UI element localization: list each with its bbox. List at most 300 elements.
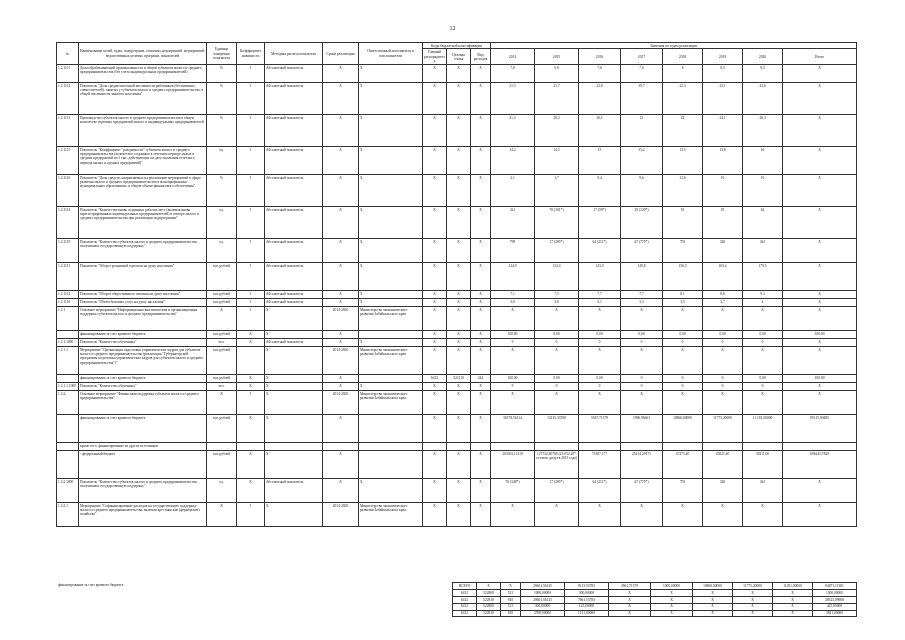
row-name: кроме того, финансирование из других источников (79, 443, 207, 451)
row-year-value: 8,1 (663, 291, 703, 299)
footer-cell: X (733, 603, 773, 610)
footer-cell: 1121,00000 (565, 610, 609, 617)
row-year-value: 165,4 (703, 263, 743, 291)
row-unit: ед. (207, 147, 237, 175)
row-year-value: 13,5 (663, 147, 703, 175)
row-year-value: X (703, 503, 743, 527)
row-num: 1.2.1.1.1000 (57, 383, 79, 391)
footer-cell: X (773, 610, 813, 617)
row-method: Абсолютный показатель (265, 239, 323, 263)
row-coef: 1 (237, 391, 265, 415)
row-year-value: 203503,11219 (491, 451, 535, 479)
row-celevaya: X (447, 451, 471, 479)
row-num: 1.2.1.1 (57, 347, 79, 375)
row-unit (207, 443, 237, 451)
row-coef: X (237, 339, 265, 347)
row-vid: X (471, 331, 491, 339)
footer-cell: 10860,00000 (693, 583, 733, 590)
row-vid: X (471, 503, 491, 527)
row-year-value: 361 (743, 239, 783, 263)
row-resp: X (359, 479, 423, 503)
row-year-value: X (579, 307, 621, 331)
row-method (265, 443, 323, 451)
row-year-value: 23,1 (703, 83, 743, 115)
row-year-value: X (743, 503, 783, 527)
row-num (57, 451, 79, 479)
footer-cell: X (609, 589, 651, 596)
row-resp: X (359, 263, 423, 291)
row-year-value: 9 (491, 383, 535, 391)
row-year-value: 7,8 (491, 65, 535, 83)
footer-cell: 300,00000 (521, 603, 565, 610)
row-year-value: X (621, 503, 663, 527)
header-vid: Вид расходов (471, 49, 491, 65)
row-num: 1.2.1119 (57, 239, 79, 263)
row-year-value: 16 (743, 147, 783, 175)
row-num (57, 375, 79, 383)
row-resp: X (359, 339, 423, 347)
row-coef: 1 (237, 65, 265, 83)
row-year-value: 3,5 (663, 299, 703, 307)
row-name: Показатель "Коэффициент "рождаемости" субъектов малого и среднего предпринимательства (количество созданных в отчетном периоде малых и средних предприятий на 1 тыс. действующих на дату окончания отчетного периода малых и средних предприятий)" (79, 147, 207, 175)
row-term: X (323, 383, 359, 391)
row-name: Показатель "Доля среднесписочной численности работников (без внешних совместителей), занятых у субъектов малого и среднего предпринимательства, в общей численности занятого населения" (79, 83, 207, 115)
row-term: X (323, 415, 359, 443)
footer-cell: 2700,00000 (521, 610, 565, 617)
footer-cell: 28323,09908 (813, 596, 857, 603)
row-year-value: 76 (348*) (491, 479, 535, 503)
footer-cell: 522810 (477, 610, 501, 617)
row-glavny: X (423, 207, 447, 239)
footer-cell: X (477, 583, 501, 590)
row-term: 2014-2020 (323, 307, 359, 331)
footer-cell: X (733, 610, 773, 617)
row-year-value: X (703, 307, 743, 331)
row-year-value: 14,5 (535, 147, 579, 175)
row-resp (359, 415, 423, 443)
row-term: 2014-2020 (323, 347, 359, 375)
row-coef: 1 (237, 299, 265, 307)
row-glavny: X (423, 383, 447, 391)
row-term (323, 443, 359, 451)
footer-cell: X (733, 589, 773, 596)
row-celevaya: X (447, 263, 471, 291)
row-year-value: X (743, 347, 783, 375)
row-vid: X (471, 115, 491, 147)
footer-cell: 3821,00000 (813, 610, 857, 617)
row-method: Абсолютный показатель (265, 147, 323, 175)
row-coef: 1 (237, 239, 265, 263)
row-unit: тыс.рублей (207, 263, 237, 291)
row-num: 1.2.1116 (57, 175, 79, 207)
row-celevaya (447, 443, 471, 451)
row-name: Показатель "Количество обученных" (79, 339, 207, 347)
row-glavny: X (423, 331, 447, 339)
footer-cell: 522800 (477, 589, 501, 596)
footer-cell: 11775,20000 (733, 583, 773, 590)
row-num: 1.2.2.1000 (57, 479, 79, 503)
row-year-value: 0 (621, 339, 663, 347)
row-glavny: X (423, 347, 447, 375)
row-name: Показатель "Доля средств, направляемых на реализацию мероприятий в сфере развития малого и среднего предпринимательства в монопрофильных муниципальных образованиях, в общем объеме финансового обеспечения" (79, 175, 207, 207)
row-year-value: 326 (703, 239, 743, 263)
row-term: 2014-2020 (323, 391, 359, 415)
row-total: 696245,7820 (783, 451, 857, 479)
row-year-value: 12,6 (663, 175, 703, 207)
row-year-value: 14,2 (491, 147, 535, 175)
row-year-value: 28,2 (535, 115, 579, 147)
row-unit: ед. (207, 479, 237, 503)
row-year-value: 17 (285*) (535, 479, 579, 503)
row-year-value: 124,9 (491, 263, 535, 291)
row-glavny: X (423, 239, 447, 263)
row-vid: X (471, 347, 491, 375)
row-year-value: X (579, 347, 621, 375)
row-total: 100,00 (783, 331, 857, 339)
footer-cell: 1000,00000 (651, 583, 693, 590)
row-year-value: 9,6 (621, 175, 663, 207)
row-vid (471, 443, 491, 451)
row-year-value: 64 (211*) (579, 239, 621, 263)
row-celevaya: X (447, 83, 471, 115)
row-name: Показатель "Оборот розничной торговли на душу населения" (79, 263, 207, 291)
row-year-value: 9,3 (743, 291, 783, 299)
row-year-value: 7,6 (579, 65, 621, 83)
row-year-value: 11775,20000 (703, 415, 743, 443)
row-method: Абсолютный показатель (265, 479, 323, 503)
row-vid: X (471, 299, 491, 307)
row-coef: X (237, 451, 265, 479)
row-total: X (783, 391, 857, 415)
row-term: X (323, 291, 359, 299)
table-row (57, 415, 857, 443)
row-year-value: X (535, 347, 579, 375)
row-total: 100,00 (783, 375, 857, 383)
row-year-value: 22 (663, 115, 703, 147)
header-year: 2018 (663, 49, 703, 65)
row-method: X (265, 347, 323, 375)
table-row (57, 451, 857, 479)
footer-cell: X (651, 589, 693, 596)
footer-cell: X (609, 603, 651, 610)
row-term: X (323, 339, 359, 347)
row-year-value: 8,5 (703, 65, 743, 83)
row-num: 1.2.1111 (57, 65, 79, 83)
row-coef: 1 (237, 291, 265, 299)
header-year: 2016 (579, 49, 621, 65)
row-coef: X (237, 331, 265, 339)
row-method: X (265, 415, 323, 443)
footer-row (453, 610, 857, 617)
row-celevaya: X (447, 291, 471, 299)
row-year-value: 0 (743, 339, 783, 347)
row-coef: 1 (237, 83, 265, 115)
row-coef: 1 (237, 503, 265, 527)
footer-cell: 11181,00000 (773, 583, 813, 590)
row-num: 1.2.1112 (57, 83, 79, 115)
row-year-value: 0 (703, 375, 743, 383)
footer-label-text: финансирование за счет краевого бюджета (58, 583, 124, 587)
row-name: Показатель "Оборот общественного питания на душу населения" (79, 291, 207, 299)
row-year-value: 17 (285*) (535, 239, 579, 263)
row-name: Основное мероприятие "Финансовая поддержка субъектов малого и среднего предпринимательства" (79, 391, 207, 415)
footer-cell: X (651, 596, 693, 603)
row-vid: X (471, 65, 491, 83)
row-total (783, 443, 857, 451)
row-year-value: 0,00 (579, 375, 621, 383)
table-row (57, 503, 857, 527)
row-term: X (323, 65, 359, 83)
row-name: Показатель "Количество субъектов малого и среднего предпринимательства, получивших государственную поддержку" (79, 479, 207, 503)
footer-cell: 425,00000 (813, 603, 857, 610)
footer-cell: 522810 (477, 596, 501, 603)
row-total: X (783, 479, 857, 503)
row-vid: X (471, 339, 491, 347)
row-year-value: 13,8 (703, 147, 743, 175)
footer-cell: 6412 (453, 610, 477, 617)
row-unit: тыс.рублей (207, 375, 237, 383)
footer-cell: X (693, 610, 733, 617)
row-resp: X (359, 299, 423, 307)
header-num: № (57, 43, 79, 65)
row-resp: X (359, 83, 423, 115)
footer-cell: 1000,00000 (521, 589, 565, 596)
footer-cell: 9113,53783 (565, 583, 609, 590)
row-year-value: X (579, 391, 621, 415)
footer-cell: X (773, 596, 813, 603)
row-resp: X (359, 383, 423, 391)
row-year-value: 0 (743, 383, 783, 391)
row-year-value: 23,6 (743, 83, 783, 115)
row-year-value: 75387,177 (579, 451, 621, 479)
row-year-value: 0,00 (743, 375, 783, 383)
row-total: 85115,90485 (783, 415, 857, 443)
row-celevaya: X (447, 391, 471, 415)
row-year-value: 1,7 (535, 175, 579, 207)
footer-cell: 1300,00000 (813, 589, 857, 596)
footer-cell: X (693, 589, 733, 596)
row-name: Производство субъектов малого и среднего предпринимательства в общем количестве торговых предприятий малого и индивидуальных предпринимателей (79, 115, 207, 147)
row-year-value: 62 (743, 207, 783, 239)
row-year-value: 29 (120*) (621, 207, 663, 239)
row-glavny: X (423, 479, 447, 503)
row-celevaya: X (447, 207, 471, 239)
header-coef: Коэффициент значимости (237, 43, 265, 65)
row-name: Мероприятие "Организация подготовки управленческих кадров для субъектов малого и среднего предпринимательства (реализация "Губернаторской программы подготовки управленческих кадров для субъектов малого и среднего предпринимательства")" (79, 347, 207, 375)
row-method: Абсолютный показатель (265, 263, 323, 291)
row-year-value: 22,3 (663, 83, 703, 115)
row-unit: X (207, 307, 237, 331)
row-method: X (265, 307, 323, 331)
row-coef: X (237, 383, 265, 391)
row-year-value: X (743, 391, 783, 415)
row-year-value: 0 (579, 383, 621, 391)
row-year-value: 5567,71379 (579, 415, 621, 443)
row-year-value: 3,0 (491, 299, 535, 307)
row-year-value: 41,3 (491, 115, 535, 147)
footer-cell: X (733, 596, 773, 603)
row-year-value: 8 (663, 65, 703, 83)
row-year-value: 793 (663, 239, 703, 263)
footer-cell: 125,00000 (565, 603, 609, 610)
row-celevaya: X (447, 239, 471, 263)
row-year-value: 6,8 (535, 65, 579, 83)
footer-cell: X (609, 596, 651, 603)
row-year-value: 0,00 (743, 331, 783, 339)
row-vid: X (471, 263, 491, 291)
row-year-value: X (491, 347, 535, 375)
row-total: X (783, 115, 857, 147)
row-unit: % (207, 115, 237, 147)
row-vid: X (471, 291, 491, 299)
table-row (57, 175, 857, 207)
table-row (57, 291, 857, 299)
row-year-value: 47475,40 (663, 451, 703, 479)
row-year-value: 0 (535, 339, 579, 347)
row-coef: X (237, 375, 265, 383)
footer-cell: X (693, 603, 733, 610)
footer-row (453, 589, 857, 596)
row-name: Показатель "Количество вновь созданных рабочих мест (включая вновь зарегистрированных индивидуальных предпринимателей) в секторе малого и среднего предпринимательства при реализации подпрограммы" (79, 207, 207, 239)
row-year-value: 9,4 (579, 175, 621, 207)
row-year-value: 38111,00 (743, 451, 783, 479)
row-name: Показатель "Количество обученных" (79, 383, 207, 391)
header-name: Наименование целей, задач, подпрограмм, основных мероприятий, мероприятий, ведомственных целевых программ, показателей (79, 43, 207, 65)
footer-cell: X (773, 589, 813, 596)
row-year-value: 30178,56114 (491, 415, 535, 443)
row-method: Абсолютный показатель (265, 115, 323, 147)
row-year-value: 0 (703, 339, 743, 347)
row-year-value: 321 (491, 207, 535, 239)
row-num: 1.2.1.1000 (57, 339, 79, 347)
row-glavny: X (423, 503, 447, 527)
row-celevaya: X (447, 503, 471, 527)
row-glavny: X (423, 339, 447, 347)
row-vid: X (471, 415, 491, 443)
row-year-value: X (703, 347, 743, 375)
footer-row (453, 603, 857, 610)
row-unit: % (207, 83, 237, 115)
row-name: - федеральный бюджет (79, 451, 207, 479)
row-year-value: X (663, 391, 703, 415)
row-method: X (265, 503, 323, 527)
row-name: финансирование за счет краевого бюджета (79, 375, 207, 383)
row-year-value: 0,00 (535, 331, 579, 339)
row-year-value: 55 (703, 207, 743, 239)
row-term: 2014-2020 (323, 503, 359, 527)
row-year-value: 10860,00000 (663, 415, 703, 443)
row-method: Абсолютный показатель (265, 175, 323, 207)
header-term: Сроки реализации (323, 43, 359, 65)
footer-row (453, 596, 857, 603)
footer-cell: 810 (501, 610, 521, 617)
row-year-value (579, 443, 621, 451)
row-year-value: 24,1 (703, 115, 743, 147)
row-name: Доля обрабатывающей промышленности в общем субъектов малого и среднего предпринимательства (без учета индивидуальных предпринимателей) (79, 65, 207, 83)
header-year: 2015 (535, 49, 579, 65)
row-year-value: 11 181,00000 (743, 415, 783, 443)
row-year-value: 64 (211*) (579, 479, 621, 503)
row-term: X (323, 115, 359, 147)
row-year-value: 0,00 (535, 375, 579, 383)
header-budget-code: Коды бюджетной классификации (423, 43, 491, 49)
row-unit: тыс.рублей (207, 291, 237, 299)
row-method: Абсолютный показатель (265, 65, 323, 83)
footer-cell: 20661,56125 (521, 596, 565, 603)
row-num: 1.2.1113 (57, 115, 79, 147)
row-term: X (323, 451, 359, 479)
row-year-value: 793 (663, 479, 703, 503)
row-year-value: 1996,96661 (621, 415, 663, 443)
footer-cell: 6412 (453, 603, 477, 610)
table-row (57, 391, 857, 415)
row-year-value: 156,3 (663, 263, 703, 291)
row-num: 1.2.1112 (57, 291, 79, 299)
row-year-value: 0,00 (663, 331, 703, 339)
row-term: X (323, 83, 359, 115)
row-total: X (783, 83, 857, 115)
row-unit: чел. (207, 339, 237, 347)
row-term: X (323, 331, 359, 339)
row-year-value: 0,00 (621, 331, 663, 339)
row-unit: X (207, 503, 237, 527)
row-year-value: 21 (621, 115, 663, 147)
row-glavny: 6412 (423, 375, 447, 383)
row-num (57, 415, 79, 443)
row-method: Абсолютный показатель (265, 291, 323, 299)
row-resp (359, 443, 423, 451)
row-method: Абсолютный показатель (265, 83, 323, 115)
row-resp: Министерство экономического развития Забайкальского края (359, 307, 423, 331)
row-celevaya: X (447, 65, 471, 83)
row-celevaya: X (447, 175, 471, 207)
row-total: X (783, 307, 857, 331)
row-num (57, 331, 79, 339)
row-year-value: 0 (663, 375, 703, 383)
row-year-value: 30,1 (579, 115, 621, 147)
row-year-value: 8,6 (703, 291, 743, 299)
footer-cell: 7661,53783 (565, 596, 609, 603)
table-row (57, 307, 857, 331)
row-year-value: 0 (663, 339, 703, 347)
row-year-value: 22,8 (579, 83, 621, 115)
row-year-value: X (491, 307, 535, 331)
row-name: Показатель "Объем бытовых услуг на душу населения" (79, 299, 207, 307)
row-total: X (783, 207, 857, 239)
footer-cell: X (651, 610, 693, 617)
row-year-value: 7,5 (535, 291, 579, 299)
table-row (57, 347, 857, 375)
row-year-value: 13135,33700 (535, 415, 579, 443)
row-year-value (621, 443, 663, 451)
row-glavny: X (423, 175, 447, 207)
row-resp: X (359, 207, 423, 239)
row-unit: % (207, 65, 237, 83)
row-celevaya: X (447, 307, 471, 331)
table-row (57, 375, 857, 383)
row-coef: 1 (237, 115, 265, 147)
row-num: 1.2.1114 (57, 207, 79, 239)
table-row (57, 115, 857, 147)
row-unit: X (207, 391, 237, 415)
row-total: X (783, 503, 857, 527)
row-year-value (743, 443, 783, 451)
footer-budget-table (452, 582, 857, 617)
row-year-value: X (621, 347, 663, 375)
row-year-value: X (663, 307, 703, 331)
row-method: Абсолютный показатель (265, 339, 323, 347)
footer-cell: 300,00000 (565, 589, 609, 596)
